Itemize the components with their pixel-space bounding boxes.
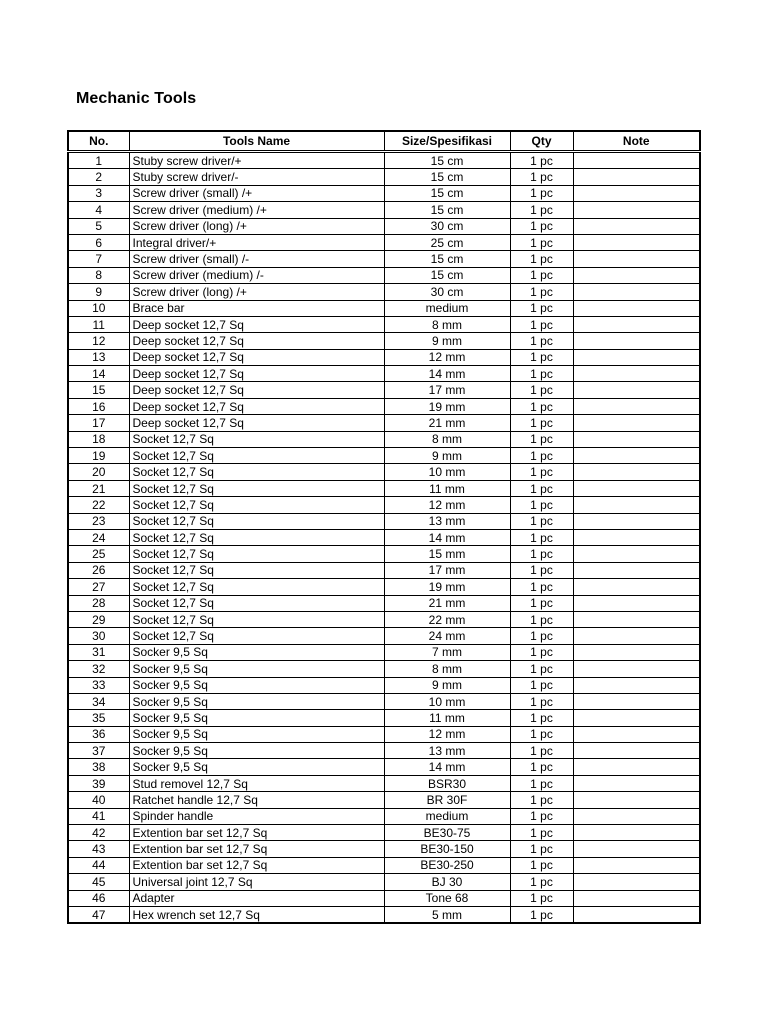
cell-tools-name: Socket 12,7 Sq	[129, 529, 384, 545]
cell-qty: 1 pc	[510, 874, 573, 890]
cell-note	[573, 366, 700, 382]
cell-size: 25 cm	[384, 234, 510, 250]
cell-size: 19 mm	[384, 579, 510, 595]
cell-tools-name: Socket 12,7 Sq	[129, 579, 384, 595]
table-row	[68, 480, 700, 496]
cell-no: 23	[68, 513, 129, 529]
cell-no: 25	[68, 546, 129, 562]
cell-size: 13 mm	[384, 513, 510, 529]
cell-tools-name: Deep socket 12,7 Sq	[129, 415, 384, 431]
table-row	[68, 497, 700, 513]
cell-no: 44	[68, 857, 129, 873]
cell-note	[573, 775, 700, 791]
table-row	[68, 857, 700, 873]
cell-size: 13 mm	[384, 743, 510, 759]
table-row	[68, 251, 700, 267]
cell-no: 22	[68, 497, 129, 513]
cell-note	[573, 497, 700, 513]
cell-qty: 1 pc	[510, 284, 573, 300]
cell-note	[573, 529, 700, 545]
header-tools-name: Tools Name	[129, 131, 384, 152]
cell-tools-name: Screw driver (medium) /+	[129, 202, 384, 218]
cell-qty: 1 pc	[510, 644, 573, 660]
table-row	[68, 726, 700, 742]
cell-note	[573, 448, 700, 464]
cell-tools-name: Socker 9,5 Sq	[129, 710, 384, 726]
cell-no: 26	[68, 562, 129, 578]
table-row	[68, 743, 700, 759]
cell-qty: 1 pc	[510, 234, 573, 250]
cell-qty: 1 pc	[510, 857, 573, 873]
cell-qty: 1 pc	[510, 808, 573, 824]
cell-tools-name: Screw driver (medium) /-	[129, 267, 384, 283]
cell-tools-name: Socker 9,5 Sq	[129, 743, 384, 759]
cell-tools-name: Socket 12,7 Sq	[129, 480, 384, 496]
cell-size: 14 mm	[384, 529, 510, 545]
table-row	[68, 464, 700, 480]
cell-note	[573, 431, 700, 447]
cell-tools-name: Socker 9,5 Sq	[129, 677, 384, 693]
cell-qty: 1 pc	[510, 349, 573, 365]
cell-size: 15 cm	[384, 152, 510, 169]
cell-note	[573, 825, 700, 841]
table-body	[68, 152, 700, 924]
cell-no: 3	[68, 185, 129, 201]
cell-qty: 1 pc	[510, 431, 573, 447]
cell-note	[573, 202, 700, 218]
cell-size: 8 mm	[384, 431, 510, 447]
cell-tools-name: Socket 12,7 Sq	[129, 628, 384, 644]
cell-no: 2	[68, 169, 129, 185]
cell-tools-name: Extention bar set 12,7 Sq	[129, 841, 384, 857]
cell-no: 36	[68, 726, 129, 742]
cell-tools-name: Socker 9,5 Sq	[129, 661, 384, 677]
cell-tools-name: Socker 9,5 Sq	[129, 693, 384, 709]
cell-size: medium	[384, 808, 510, 824]
cell-no: 4	[68, 202, 129, 218]
cell-no: 16	[68, 398, 129, 414]
cell-size: 11 mm	[384, 710, 510, 726]
cell-note	[573, 382, 700, 398]
cell-tools-name: Socket 12,7 Sq	[129, 464, 384, 480]
cell-qty: 1 pc	[510, 480, 573, 496]
cell-qty: 1 pc	[510, 464, 573, 480]
cell-tools-name: Screw driver (long) /+	[129, 284, 384, 300]
table-row	[68, 628, 700, 644]
table-row	[68, 759, 700, 775]
cell-no: 45	[68, 874, 129, 890]
cell-qty: 1 pc	[510, 693, 573, 709]
cell-qty: 1 pc	[510, 202, 573, 218]
cell-note	[573, 644, 700, 660]
cell-no: 46	[68, 890, 129, 906]
cell-size: 10 mm	[384, 464, 510, 480]
cell-no: 39	[68, 775, 129, 791]
table-row	[68, 202, 700, 218]
table-row	[68, 218, 700, 234]
cell-size: 30 cm	[384, 218, 510, 234]
cell-size: 8 mm	[384, 316, 510, 332]
cell-no: 1	[68, 152, 129, 169]
cell-size: 14 mm	[384, 366, 510, 382]
cell-qty: 1 pc	[510, 759, 573, 775]
cell-note	[573, 595, 700, 611]
cell-no: 6	[68, 234, 129, 250]
cell-tools-name: Socket 12,7 Sq	[129, 546, 384, 562]
table-row	[68, 349, 700, 365]
table-row	[68, 300, 700, 316]
table-row	[68, 333, 700, 349]
cell-size: 30 cm	[384, 284, 510, 300]
cell-no: 33	[68, 677, 129, 693]
table-row	[68, 234, 700, 250]
cell-qty: 1 pc	[510, 513, 573, 529]
table-row	[68, 529, 700, 545]
cell-qty: 1 pc	[510, 841, 573, 857]
header-size: Size/Spesifikasi	[384, 131, 510, 152]
table-row	[68, 693, 700, 709]
cell-size: 15 cm	[384, 202, 510, 218]
cell-qty: 1 pc	[510, 382, 573, 398]
table-row	[68, 710, 700, 726]
table-row	[68, 677, 700, 693]
cell-size: BE30-75	[384, 825, 510, 841]
cell-size: 15 cm	[384, 169, 510, 185]
cell-tools-name: Brace bar	[129, 300, 384, 316]
cell-qty: 1 pc	[510, 710, 573, 726]
cell-tools-name: Deep socket 12,7 Sq	[129, 382, 384, 398]
cell-note	[573, 267, 700, 283]
cell-qty: 1 pc	[510, 300, 573, 316]
cell-size: 15 cm	[384, 267, 510, 283]
table-row	[68, 546, 700, 562]
cell-tools-name: Stuby screw driver/-	[129, 169, 384, 185]
cell-tools-name: Deep socket 12,7 Sq	[129, 398, 384, 414]
table-row	[68, 513, 700, 529]
cell-no: 11	[68, 316, 129, 332]
cell-note	[573, 579, 700, 595]
cell-tools-name: Socker 9,5 Sq	[129, 644, 384, 660]
cell-size: 21 mm	[384, 415, 510, 431]
cell-no: 47	[68, 906, 129, 923]
cell-tools-name: Spinder handle	[129, 808, 384, 824]
cell-no: 43	[68, 841, 129, 857]
cell-note	[573, 169, 700, 185]
cell-note	[573, 333, 700, 349]
header-no: No.	[68, 131, 129, 152]
cell-tools-name: Extention bar set 12,7 Sq	[129, 825, 384, 841]
table-row	[68, 185, 700, 201]
cell-qty: 1 pc	[510, 333, 573, 349]
cell-note	[573, 743, 700, 759]
cell-size: 9 mm	[384, 677, 510, 693]
cell-tools-name: Screw driver (small) /-	[129, 251, 384, 267]
cell-qty: 1 pc	[510, 316, 573, 332]
cell-tools-name: Hex wrench set 12,7 Sq	[129, 906, 384, 923]
cell-size: BE30-250	[384, 857, 510, 873]
cell-size: 7 mm	[384, 644, 510, 660]
cell-no: 20	[68, 464, 129, 480]
cell-note	[573, 808, 700, 824]
cell-tools-name: Integral driver/+	[129, 234, 384, 250]
header-qty: Qty	[510, 131, 573, 152]
cell-tools-name: Deep socket 12,7 Sq	[129, 366, 384, 382]
cell-size: 12 mm	[384, 726, 510, 742]
cell-no: 27	[68, 579, 129, 595]
cell-note	[573, 759, 700, 775]
page-title: Mechanic Tools	[76, 90, 197, 107]
cell-size: 22 mm	[384, 611, 510, 627]
cell-note	[573, 874, 700, 890]
cell-qty: 1 pc	[510, 366, 573, 382]
cell-no: 17	[68, 415, 129, 431]
table-row	[68, 431, 700, 447]
cell-no: 30	[68, 628, 129, 644]
cell-tools-name: Socket 12,7 Sq	[129, 497, 384, 513]
table-row	[68, 792, 700, 808]
cell-note	[573, 611, 700, 627]
cell-tools-name: Screw driver (long) /+	[129, 218, 384, 234]
cell-size: 8 mm	[384, 661, 510, 677]
cell-no: 40	[68, 792, 129, 808]
cell-note	[573, 841, 700, 857]
table-row	[68, 775, 700, 791]
cell-size: BE30-150	[384, 841, 510, 857]
cell-size: 17 mm	[384, 382, 510, 398]
cell-note	[573, 300, 700, 316]
table-row	[68, 611, 700, 627]
cell-qty: 1 pc	[510, 251, 573, 267]
cell-qty: 1 pc	[510, 677, 573, 693]
table-row	[68, 579, 700, 595]
cell-note	[573, 480, 700, 496]
cell-note	[573, 316, 700, 332]
cell-note	[573, 234, 700, 250]
cell-note	[573, 251, 700, 267]
cell-note	[573, 890, 700, 906]
cell-qty: 1 pc	[510, 529, 573, 545]
cell-no: 5	[68, 218, 129, 234]
cell-size: 10 mm	[384, 693, 510, 709]
table-row	[68, 906, 700, 923]
cell-size: 24 mm	[384, 628, 510, 644]
cell-no: 18	[68, 431, 129, 447]
cell-qty: 1 pc	[510, 628, 573, 644]
cell-tools-name: Socket 12,7 Sq	[129, 513, 384, 529]
table-row	[68, 841, 700, 857]
cell-no: 15	[68, 382, 129, 398]
cell-size: BSR30	[384, 775, 510, 791]
cell-size: medium	[384, 300, 510, 316]
cell-no: 13	[68, 349, 129, 365]
cell-qty: 1 pc	[510, 595, 573, 611]
cell-qty: 1 pc	[510, 825, 573, 841]
cell-tools-name: Socker 9,5 Sq	[129, 726, 384, 742]
cell-qty: 1 pc	[510, 775, 573, 791]
cell-size: 17 mm	[384, 562, 510, 578]
table-row	[68, 874, 700, 890]
cell-tools-name: Stuby screw driver/+	[129, 152, 384, 169]
cell-no: 24	[68, 529, 129, 545]
cell-note	[573, 398, 700, 414]
cell-size: 12 mm	[384, 497, 510, 513]
cell-tools-name: Deep socket 12,7 Sq	[129, 349, 384, 365]
cell-note	[573, 349, 700, 365]
cell-no: 14	[68, 366, 129, 382]
table-row	[68, 398, 700, 414]
table-row	[68, 152, 700, 169]
cell-tools-name: Socket 12,7 Sq	[129, 611, 384, 627]
cell-qty: 1 pc	[510, 611, 573, 627]
table-row	[68, 382, 700, 398]
cell-qty: 1 pc	[510, 906, 573, 923]
table-row	[68, 267, 700, 283]
cell-size: 12 mm	[384, 349, 510, 365]
cell-size: 14 mm	[384, 759, 510, 775]
table-row	[68, 661, 700, 677]
cell-no: 21	[68, 480, 129, 496]
cell-note	[573, 284, 700, 300]
cell-note	[573, 693, 700, 709]
cell-no: 8	[68, 267, 129, 283]
cell-no: 10	[68, 300, 129, 316]
table-header	[68, 131, 700, 152]
cell-no: 19	[68, 448, 129, 464]
cell-qty: 1 pc	[510, 169, 573, 185]
cell-size: 5 mm	[384, 906, 510, 923]
cell-size: 9 mm	[384, 333, 510, 349]
cell-note	[573, 218, 700, 234]
header-note: Note	[573, 131, 700, 152]
cell-tools-name: Universal joint 12,7 Sq	[129, 874, 384, 890]
cell-no: 34	[68, 693, 129, 709]
cell-qty: 1 pc	[510, 398, 573, 414]
cell-qty: 1 pc	[510, 415, 573, 431]
table-row	[68, 890, 700, 906]
cell-tools-name: Adapter	[129, 890, 384, 906]
table-row	[68, 284, 700, 300]
cell-qty: 1 pc	[510, 497, 573, 513]
cell-no: 29	[68, 611, 129, 627]
cell-tools-name: Ratchet handle 12,7 Sq	[129, 792, 384, 808]
cell-note	[573, 906, 700, 923]
cell-tools-name: Deep socket 12,7 Sq	[129, 333, 384, 349]
cell-size: 19 mm	[384, 398, 510, 414]
cell-qty: 1 pc	[510, 546, 573, 562]
cell-note	[573, 710, 700, 726]
cell-note	[573, 677, 700, 693]
cell-no: 31	[68, 644, 129, 660]
cell-qty: 1 pc	[510, 267, 573, 283]
cell-no: 38	[68, 759, 129, 775]
cell-tools-name: Extention bar set 12,7 Sq	[129, 857, 384, 873]
cell-note	[573, 726, 700, 742]
cell-qty: 1 pc	[510, 579, 573, 595]
cell-qty: 1 pc	[510, 890, 573, 906]
cell-note	[573, 513, 700, 529]
cell-no: 12	[68, 333, 129, 349]
cell-size: Tone 68	[384, 890, 510, 906]
cell-note	[573, 546, 700, 562]
header-row	[68, 131, 700, 152]
table-row	[68, 169, 700, 185]
cell-tools-name: Deep socket 12,7 Sq	[129, 316, 384, 332]
cell-size: 21 mm	[384, 595, 510, 611]
cell-tools-name: Socket 12,7 Sq	[129, 595, 384, 611]
cell-qty: 1 pc	[510, 726, 573, 742]
cell-note	[573, 464, 700, 480]
cell-note	[573, 152, 700, 169]
cell-qty: 1 pc	[510, 152, 573, 169]
cell-size: BJ 30	[384, 874, 510, 890]
cell-size: 15 mm	[384, 546, 510, 562]
table-row	[68, 448, 700, 464]
cell-qty: 1 pc	[510, 218, 573, 234]
cell-qty: 1 pc	[510, 562, 573, 578]
cell-no: 7	[68, 251, 129, 267]
table-row	[68, 644, 700, 660]
cell-qty: 1 pc	[510, 661, 573, 677]
cell-size: 9 mm	[384, 448, 510, 464]
cell-tools-name: Socket 12,7 Sq	[129, 431, 384, 447]
cell-size: 15 cm	[384, 251, 510, 267]
cell-qty: 1 pc	[510, 185, 573, 201]
cell-tools-name: Stud removel 12,7 Sq	[129, 775, 384, 791]
cell-no: 37	[68, 743, 129, 759]
cell-note	[573, 661, 700, 677]
table-row	[68, 562, 700, 578]
cell-no: 9	[68, 284, 129, 300]
table-row	[68, 825, 700, 841]
cell-size: BR 30F	[384, 792, 510, 808]
cell-note	[573, 857, 700, 873]
cell-no: 41	[68, 808, 129, 824]
table-row	[68, 415, 700, 431]
table-row	[68, 316, 700, 332]
cell-note	[573, 185, 700, 201]
cell-note	[573, 628, 700, 644]
table-row	[68, 595, 700, 611]
table-row	[68, 808, 700, 824]
cell-no: 35	[68, 710, 129, 726]
cell-tools-name: Socket 12,7 Sq	[129, 448, 384, 464]
cell-no: 32	[68, 661, 129, 677]
cell-tools-name: Socket 12,7 Sq	[129, 562, 384, 578]
cell-qty: 1 pc	[510, 448, 573, 464]
cell-qty: 1 pc	[510, 743, 573, 759]
cell-no: 28	[68, 595, 129, 611]
cell-note	[573, 792, 700, 808]
cell-note	[573, 562, 700, 578]
cell-note	[573, 415, 700, 431]
cell-size: 11 mm	[384, 480, 510, 496]
table-row	[68, 366, 700, 382]
cell-no: 42	[68, 825, 129, 841]
cell-qty: 1 pc	[510, 792, 573, 808]
cell-tools-name: Screw driver (small) /+	[129, 185, 384, 201]
cell-tools-name: Socker 9,5 Sq	[129, 759, 384, 775]
cell-size: 15 cm	[384, 185, 510, 201]
tools-table	[67, 130, 701, 924]
